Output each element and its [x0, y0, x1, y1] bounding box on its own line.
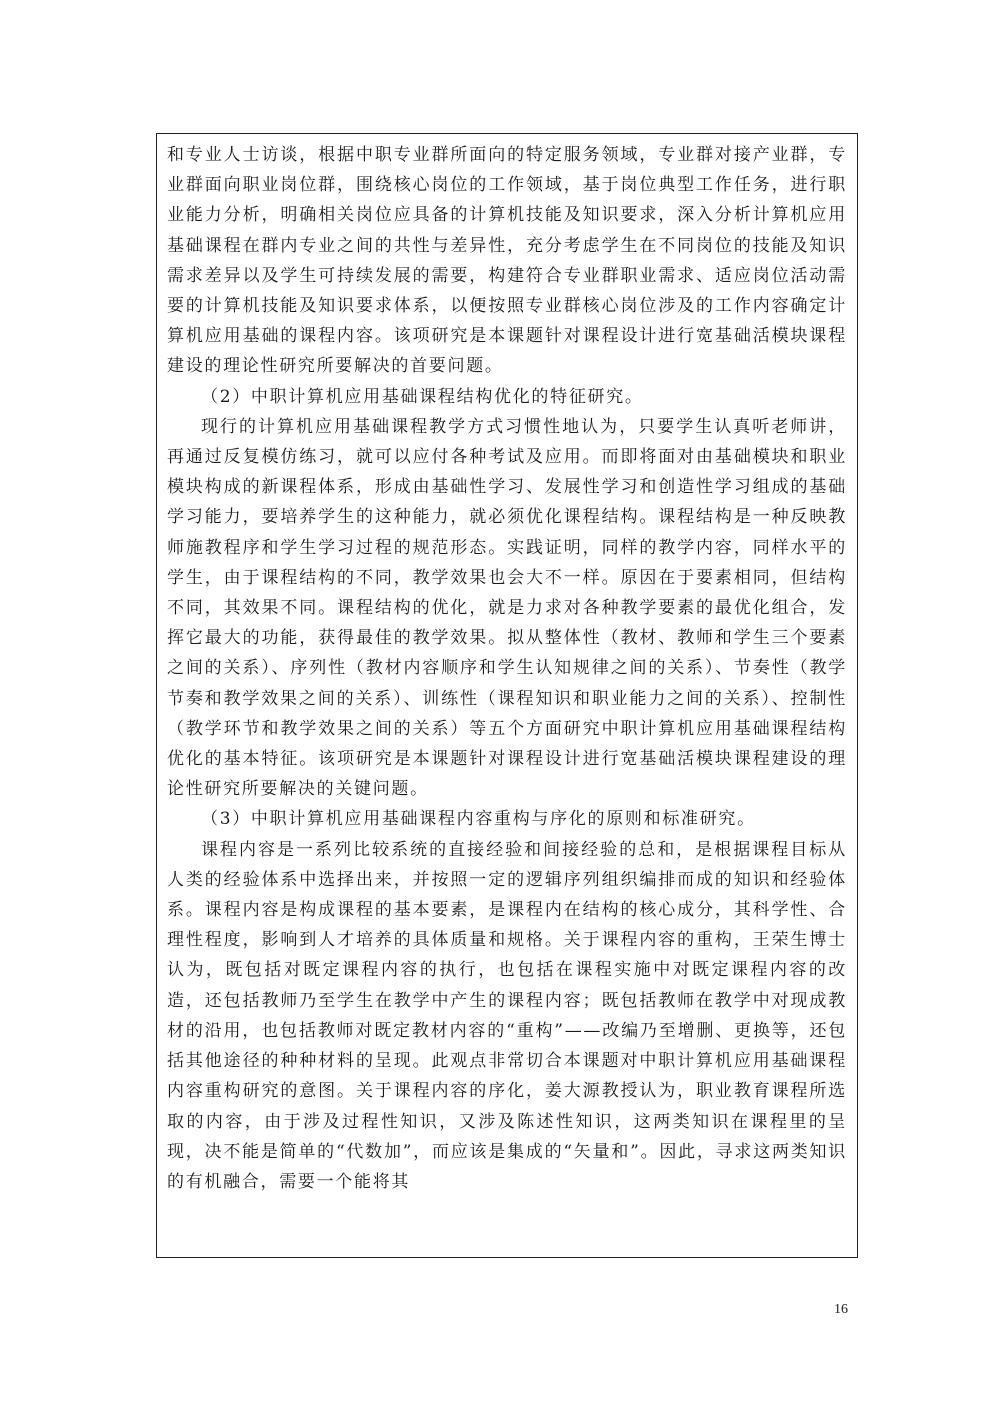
paragraph-course-structure: 现行的计算机应用基础课程教学方式习惯性地认为，只要学生认真听老师讲，再通过反复模仿练习，就可以应付各种考试及应用。而即将面对由基础模块和职业模块构成的新课程体系，形成由基础性学习、发展性学习和创造性学习组成的基础学习能力，要培养学生的这种能力，就必须优化课程结构。课程结构是一种反映教师施教程序和学生学习过程的规范形态。实践证明，同样的教学内容，同样水平的学生，由于课程结构的不同，教学效果也会大不一样。原因在于要素相同，但结构不同，其效果不同。课程结构的优化，就是力求对各种教学要素的最优化组合，发挥它最大的功能，获得最佳的教学效果。拟从整体性（教材、教师和学生三个要素之间的关系）、序列性（教材内容顺序和学生认知规律之间的关系）、节奏性（教学节奏和教学效果之间的关系）、训练性（课程知识和职业能力之间的关系）、控制性（教学环节和教学效果之间的关系）等五个方面研究中职计算机应用基础课程结构优化的基本特征。该项研究是本课题针对课程设计进行宽基础活模块课程建设的理论性研究所要解决的关键问题。	[167, 416, 847, 800]
page-number: 16	[834, 1302, 848, 1317]
paragraph-continuation: 和专业人士访谈，根据中职专业群所面向的特定服务领域，专业群对接产业群，专业群面向职业岗位群，围绕核心岗位的工作领域，基于岗位典型工作任务，进行职业能力分析，明确相关岗位应具备的计算机技能及知识要求，深入分析计算机应用基础课程在群内专业之间的共性与差异性，充分考虑学生在不同岗位的技能及知识需求差异以及学生可持续发展的需要，构建符合专业群职业需求、适应岗位活动需要的计算机技能及知识要求体系，以便按照专业群核心岗位涉及的工作内容确定计算机应用基础的课程内容。该项研究是本课题针对课程设计进行宽基础活模块课程建设的理论性研究所要解决的首要问题。	[167, 145, 847, 377]
content-box	[156, 133, 858, 1258]
paragraph-course-content: 课程内容是一系列比较系统的直接经验和间接经验的总和，是根据课程目标从人类的经验体系中选择出来，并按照一定的逻辑序列组织编排而成的知识和经验体系。课程内容是构成课程的基本要素，是课程内在结构的核心成分，其科学性、合理性程度，影响到人才培养的具体质量和规格。关于课程内容的重构，王荣生博士认为，既包括对既定课程内容的执行，也包括在课程实施中对既定课程内容的改造，还包括教师乃至学生在教学中产生的课程内容；既包括教师在教学中对现成教材的沿用，也包括教师对既定教材内容的“重构”——改编乃至增删、更换等，还包括其他途径的种种材料的呈现。此观点非常切合本课题对中职计算机应用基础课程内容重构研究的意图。关于课程内容的序化，姜大源教授认为，职业教育课程所选取的内容，由于涉及过程性知识，又涉及陈述性知识，这两类知识在课程里的呈现，决不能是简单的“代数加”，而应该是集成的“矢量和”。因此，寻求这两类知识的有机融合，需要一个能将其	[167, 839, 847, 1192]
heading-item-3: （3）中职计算机应用基础课程内容重构与序化的原则和标准研究。	[201, 809, 756, 830]
heading-item-2: （2）中职计算机应用基础课程结构优化的特征研究。	[201, 386, 644, 407]
